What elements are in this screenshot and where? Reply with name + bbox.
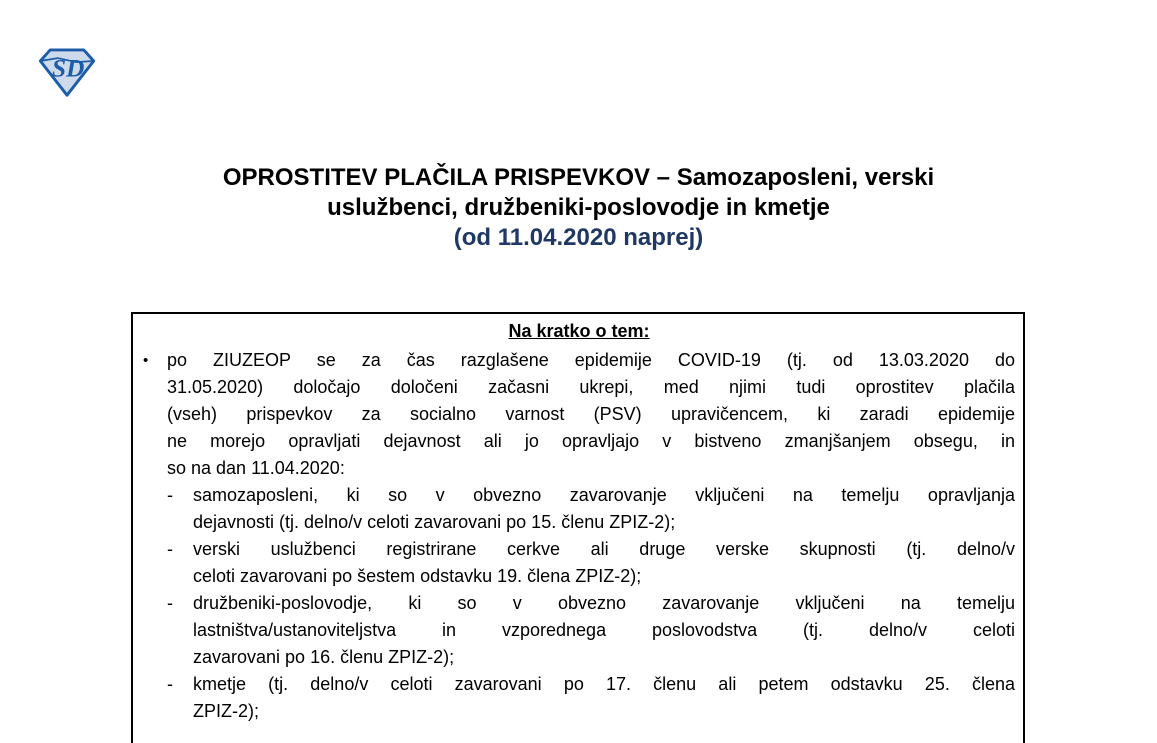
text-line: so na dan 11.04.2020: [167,458,345,478]
box-heading-text: Na kratko o tem: [508,321,650,341]
list-item-text [193,482,1015,536]
text-line: ne morejo opravljati dejavnost ali jo opravljajo v bistveno zmanjšanjem obsegu, in [167,431,1015,451]
list-item-verski-usluzbenci [167,536,1015,590]
document-title [0,163,1157,253]
list-item-druzbeniki-poslovodje [167,590,1015,671]
text-line: ZPIZ-2); [193,701,259,721]
list-item-text [193,671,1015,725]
bullet-icon: • [143,352,149,369]
text-line: dejavnosti (tj. delno/v celoti zavarovani po 15. členu ZPIZ-2); [193,512,676,532]
text-line: družbeniki-poslovodje, ki so v obvezno zavarovanje vključeni na temelju [193,593,1015,613]
sd-shield-logo [38,46,96,98]
text-line: 31.05.2020) določajo določeni začasni ukrepi, med njimi tudi oprostitev plačila [167,377,1015,397]
list-item-text [193,590,1015,671]
title-line-2: uslužbenci, družbeniki-poslovodje in kmetje [327,194,830,221]
intro-paragraph [167,347,1015,482]
title-date-line: (od 11.04.2020 naprej) [453,224,704,251]
text-line: po ZIUZEOP se za čas razglašene epidemije COVID-19 (tj. od 13.03.2020 do [167,350,1015,370]
summary-box [131,312,1025,743]
box-body [143,347,1015,725]
dash-icon: - [167,539,173,559]
list-item-text [193,536,1015,590]
list-item-samozaposleni [167,482,1015,536]
title-line-1: OPROSTITEV PLAČILA PRISPEVKOV – Samozaposleni, verski [222,164,935,191]
text-line: kmetje (tj. delno/v celoti zavarovani po 17. členu ali petem odstavku 25. člena [193,674,1015,694]
text-line: celoti zavarovani po šestem odstavku 19. člena ZPIZ-2); [193,566,642,586]
sd-shield-icon [38,46,96,98]
logo-letters: SD [51,53,85,83]
text-line: zavarovani po 16. členu ZPIZ-2); [193,647,455,667]
text-line: verski uslužbenci registrirane cerkve ali druge verske skupnosti (tj. delno/v [193,539,1015,559]
text-line: (vseh) prispevkov za socialno varnost (PSV) upravičencem, ki zaradi epidemije [167,404,1015,424]
list-item-kmetje [167,671,1015,725]
box-heading [143,318,1015,344]
dash-icon: - [167,485,173,505]
text-line: samozaposleni, ki so v obvezno zavarovanje vključeni na temelju opravljanja [193,485,1015,505]
text-line: lastništva/ustanoviteljstva in vzporednega poslovodstva (tj. delno/v celoti [193,620,1015,640]
dash-icon: - [167,593,173,613]
dash-icon: - [167,674,173,694]
intro-bullet [143,347,1015,482]
